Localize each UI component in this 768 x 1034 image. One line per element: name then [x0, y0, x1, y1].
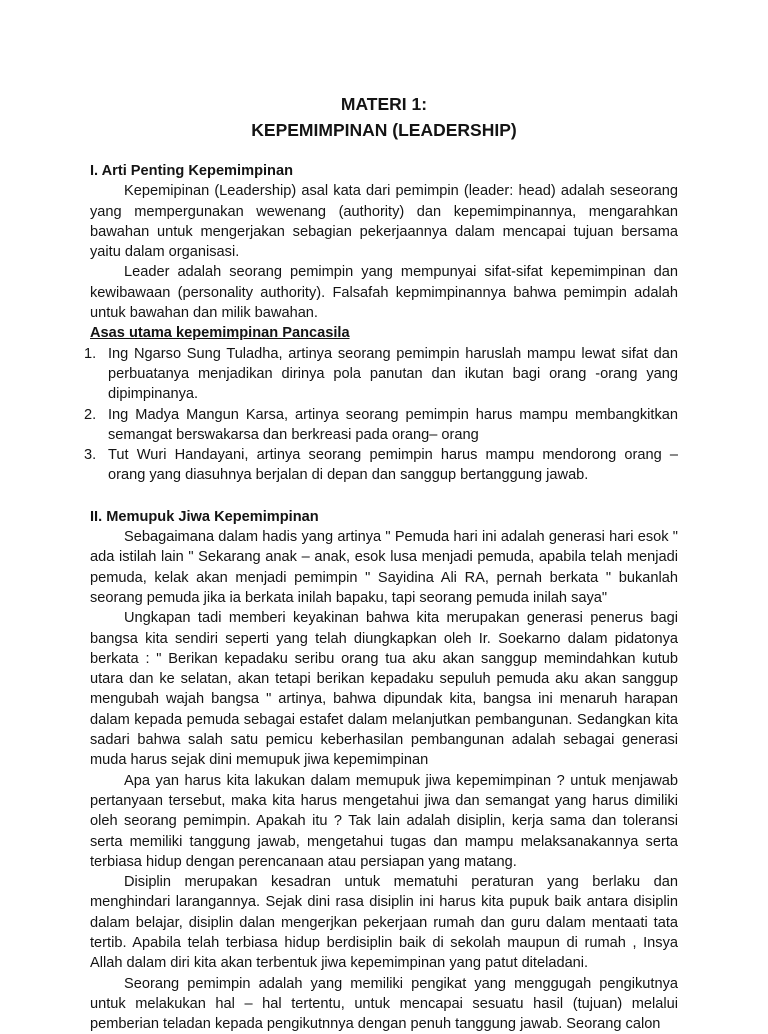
document-title-line-2: KEPEMIMPINAN (LEADERSHIP)	[251, 120, 517, 140]
section-1-paragraph-2: Leader adalah seorang pemimpin yang mempunyai sifat-sifat kepemimpinan dan kewibawaan (personality authority). Falsafah kepmimpinannya bahwa pemimpin adalah untuk bawahan dan milik bawahan.	[90, 264, 678, 322]
section-1-heading: I. Arti Penting Kepemimpinan	[90, 163, 293, 179]
list-item-text: Tut Wuri Handayani, artinya seorang pemimpin harus mampu mendorong orang – orang yang diasuhnya berjalan di depan dan sanggup bertanggung jawab.	[108, 447, 678, 484]
section-1-paragraph-1: Kepemipinan (Leadership) asal kata dari pemimpin (leader: head) adalah seseorang yang mempergunakan wewenang (authority) dan kepemimpinannya, mengarahkan bawahan untuk mengerjakan sebagian pekerjaannya dalam mencapai tujuan bersama yaitu dalam organisasi.	[90, 183, 678, 261]
list-item	[84, 344, 678, 405]
document-title-line-1: MATERI 1:	[340, 94, 428, 114]
list-item-number: 2.	[84, 406, 97, 423]
section-2-paragraph-1: Sebagaimana dalam hadis yang artinya " Pemuda hari ini adalah generasi hari esok " ada istilah lain " Sekarang anak – anak, esok lusa menjadi pemuda, apabila telah menjadi pemuda, kelak akan menjadi pemimpin " Sayidina Ali RA, pernah berkata " bukanlah seorang pemuda jika ia berkata inilah bapaku, tapi seorang pemuda inilah saya"	[90, 529, 678, 606]
document-page	[84, 91, 678, 1034]
list-item-text: Ing Madya Mangun Karsa, artinya seorang pemimpin harus mampu membangkitkan semangat berswakarsa dan berkreasi pada orang– orang	[108, 406, 678, 443]
list-item	[84, 405, 678, 446]
list-item-number: 1.	[84, 345, 97, 362]
list-item-text: Ing Ngarso Sung Tuladha, artinya seorang pemimpin haruslah mampu lewat sifat dan perbuatanya menjadikan dirinya pola panutan dan ikutan bagi orang -orang yang dipimpinanya.	[108, 345, 678, 403]
section-2-paragraph-5: Seorang pemimpin adalah yang memiliki pengikat yang menggugah pengikutnya untuk melakukan hal – hal tertentu, untuk mencapai sesuatu hasil (tujuan) melalui pemberian teladan kepada pengikutnnya dengan penuh tanggung jawab. Seorang calon	[90, 975, 678, 1033]
section-2-paragraph-3: Apa yan harus kita lakukan dalam memupuk jiwa kepemimpinan ? untuk menjawab pertanyaan tersebut, maka kita harus mengetahui jiwa dan semangat yang harus dimiliki oleh seorang pemimpin. Apakah itu ? Tak lain adalah disiplin, kerja sama dan toleransi serta memiliki tanggung jawab, mengetahui tugas dan mampu melaksanakannya serta terbiasa hidup dengan perencanaan atau persiapan yang matang.	[90, 772, 678, 870]
list-item-number: 3.	[84, 447, 97, 464]
list-item	[84, 445, 678, 486]
section-2-paragraph-4: Disiplin merupakan kesadran untuk mematuhi peraturan yang berlaku dan menghindari larangannya. Sejak dini rasa disiplin ini harus kita pupuk baik antara disiplin dalam belajar, disiplin dalan mengerjkan pekerjaan rumah dan guru dalam mentaati tata tertib. Apabila telah terbiasa hidup berdisiplin baik di sekolah maupun di rumah , Insya Allah dalam diri kita akan terbentuk jiwa kepemimpinan yang patut diteladani.	[90, 874, 678, 972]
pancasila-principles-subheading: Asas utama kepemimpinan Pancasila	[90, 325, 350, 342]
section-2-heading: II. Memupuk Jiwa Kepemimpinan	[90, 508, 319, 525]
pancasila-principles-list	[84, 344, 678, 486]
section-2-paragraph-2: Ungkapan tadi memberi keyakinan bahwa kita merupakan generasi penerus bagi bangsa kita sendiri seperti yang telah diungkapkan oleh Ir. Soekarno dalam pidatonya berkata : " Berikan kepadaku seribu orang tua aku akan sanggup memindahkan kutub utara dan ke selatan, akan tetapi berikan kepadaku sepuluh pemuda aku akan sanggup mengubah wajah bangsa " artinya, bahwa dipundak kita, bangsa ini menaruh harapan dalam kepada pemuda sebagai estafet dalam melanjutkan pembangunan. Sedangkan kita sadari bahwa salah satu pemicu keberhasilan pembangunan adalah sebagai generasi muda harus sejak dini memupuk jiwa kepemimpinan	[90, 610, 678, 769]
